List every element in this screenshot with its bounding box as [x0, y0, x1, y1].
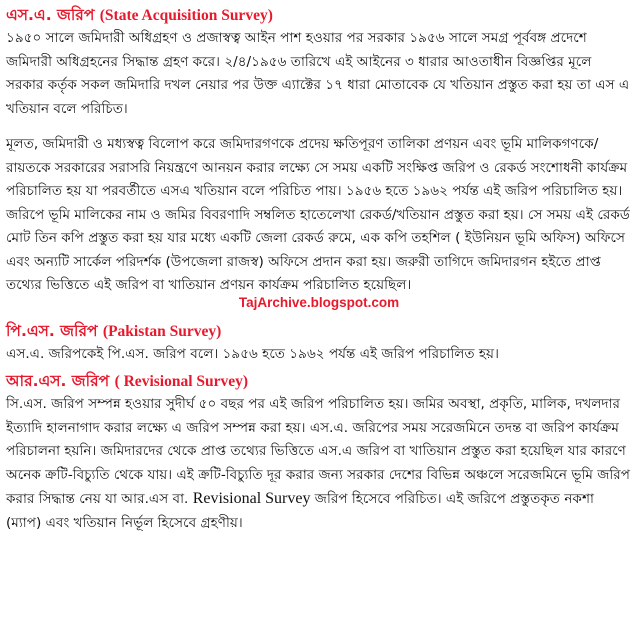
section-heading-ps-survey — [6, 320, 632, 343]
paragraph-sa-details: মূলত, জমিদারী ও মধ্যস্বত্ব বিলোপ করে জমিদারগণকে প্রদেয় ক্ষতিপূরণ তালিকা প্রণয়ন এবং ভূমি মালিকগণকে/রায়তকে সরকারের সরাসরি নিয়ন্ত্রণে আনয়ন করার লক্ষ্যে সে সময় একটি সংক্ষিপ্ত জরিপ ও রেকর্ড সংশোধনী কার্যক্রম পরিচালিত হয় যা পরবর্তীতে এসএ খতিয়ান বলে পরিচিত পায়। ১৯৫৬ হতে ১৯৬২ পর্যন্ত এই জরিপ পরিচালিত হয়। জরিপে ভূমি মালিকের নাম ও জমির বিবরণাদি সম্বলিত হাতেলেখা রেকর্ড/খতিয়ান প্রস্তুত করা হয়। সে সময় এই রেকর্ড মোট তিন কপি প্রস্তুত করা হয় যার মধ্যে একটি জেলা রেকর্ড রুমে, এক কপি তহশিল ( ইউনিয়ন ভূমি অফিস) অফিসে এবং অন্যটি সার্কেল পরিদর্শক (উপজেলা রাজস্ব) অফিসে প্রদান করা হয়। জরুরী তাগিদে জমিদারগন হইতে প্রাপ্ত তথ্যের ভিত্তিতে এই জরিপ বা খাতিয়ান প্রণয়ন কার্যক্রম পরিচালিত হয়েছিল। — [6, 136, 630, 293]
paragraph-rs-part-1: সি.এস. জরিপ সম্পন্ন হওয়ার সুদীর্ঘ ৫০ বছর পর এই জরিপ পরিচালিত হয়। জমির অবস্থা, প্রকৃতি, মালিক, দখলদার ইত্যাদি হালনাগাদ করার লক্ষ্যে এ জরিপ সম্পন্ন করা হয়। এস.এ. জরিপের সময় সরেজমিনে তদন্ত বা জরিপ কার্যক্রম পরিচালনা হয়নি। জমিদারদের থেকে প্রাপ্ত তথ্যের ভিত্তিতে এস.এ জরিপ বা খাতিয়ান প্রস্তুত করা হয়েছিল যার কারণে অনেক ক্রটি-বিচ্যুতি থেকে যায়। এই ক্রটি-বিচ্যুতি দূর করার জন্য সরকার দেশের বিভিন্ন অঞ্চলে সরেজমিনে ভূমি জরিপ করার সিদ্ধান্ত নেয় যা আর.এস বা. — [6, 396, 630, 507]
section-heading-sa-survey — [6, 4, 632, 27]
section-heading-rs-survey — [6, 370, 632, 393]
heading-bangla: পি.এস. জরিপ — [6, 321, 98, 340]
paragraph-rs-english-term: Revisional Survey — [192, 490, 311, 507]
paragraph-ps: এস.এ. জরিপকেই পি.এস. জরিপ বলে। ১৯৫৬ হতে ১৯৬২ পর্যন্ত এই জরিপ পরিচালিত হয়। — [6, 345, 499, 362]
paragraph-rs — [6, 393, 632, 535]
heading-bangla: আর.এস. জরিপ — [6, 372, 110, 390]
heading-english: ( Revisional Survey) — [114, 373, 249, 390]
heading-english: (Pakistan Survey) — [102, 322, 222, 340]
paragraph-sa-intro: ১৯৫০ সালে জমিদারী অধিগ্রহণ ও প্রজাস্বত্ব আইন পাশ হওয়ার পর সরকার ১৯৫৬ সালে সমগ্র পূর্ববঙ্গ প্রদেশে জমিদারী অধিগ্রহনের সিদ্ধান্ত গ্রহণ করে। ২/৪/১৯৫৬ তারিখে এই আইনের ৩ ধারার আওতাধীন বিজ্ঞপ্তির মূলে সরকার কর্তৃক সকল জমিদারি দখল নেয়ার পর উক্ত এ্যাক্টের ১৭ ধারা মোতাবেক যে খতিয়ান প্রস্তুত করা হয় তা এস এ খতিয়ান বলে পরিচিত। — [6, 30, 630, 117]
heading-english: (State Acquisition Survey) — [99, 7, 273, 24]
paragraph-rs-part-2: জরিপ হিসেবে পরিচিত। এই জরিপে প্রস্তুতকৃত নকশা (ম্যাপ) এবং খতিয়ান নির্ভূল হিসেবে গ্রহণীয়। — [6, 491, 594, 531]
heading-bangla: এস.এ. জরিপ — [6, 6, 95, 24]
blog-watermark: TajArchive.blogspot.com — [238, 294, 400, 310]
